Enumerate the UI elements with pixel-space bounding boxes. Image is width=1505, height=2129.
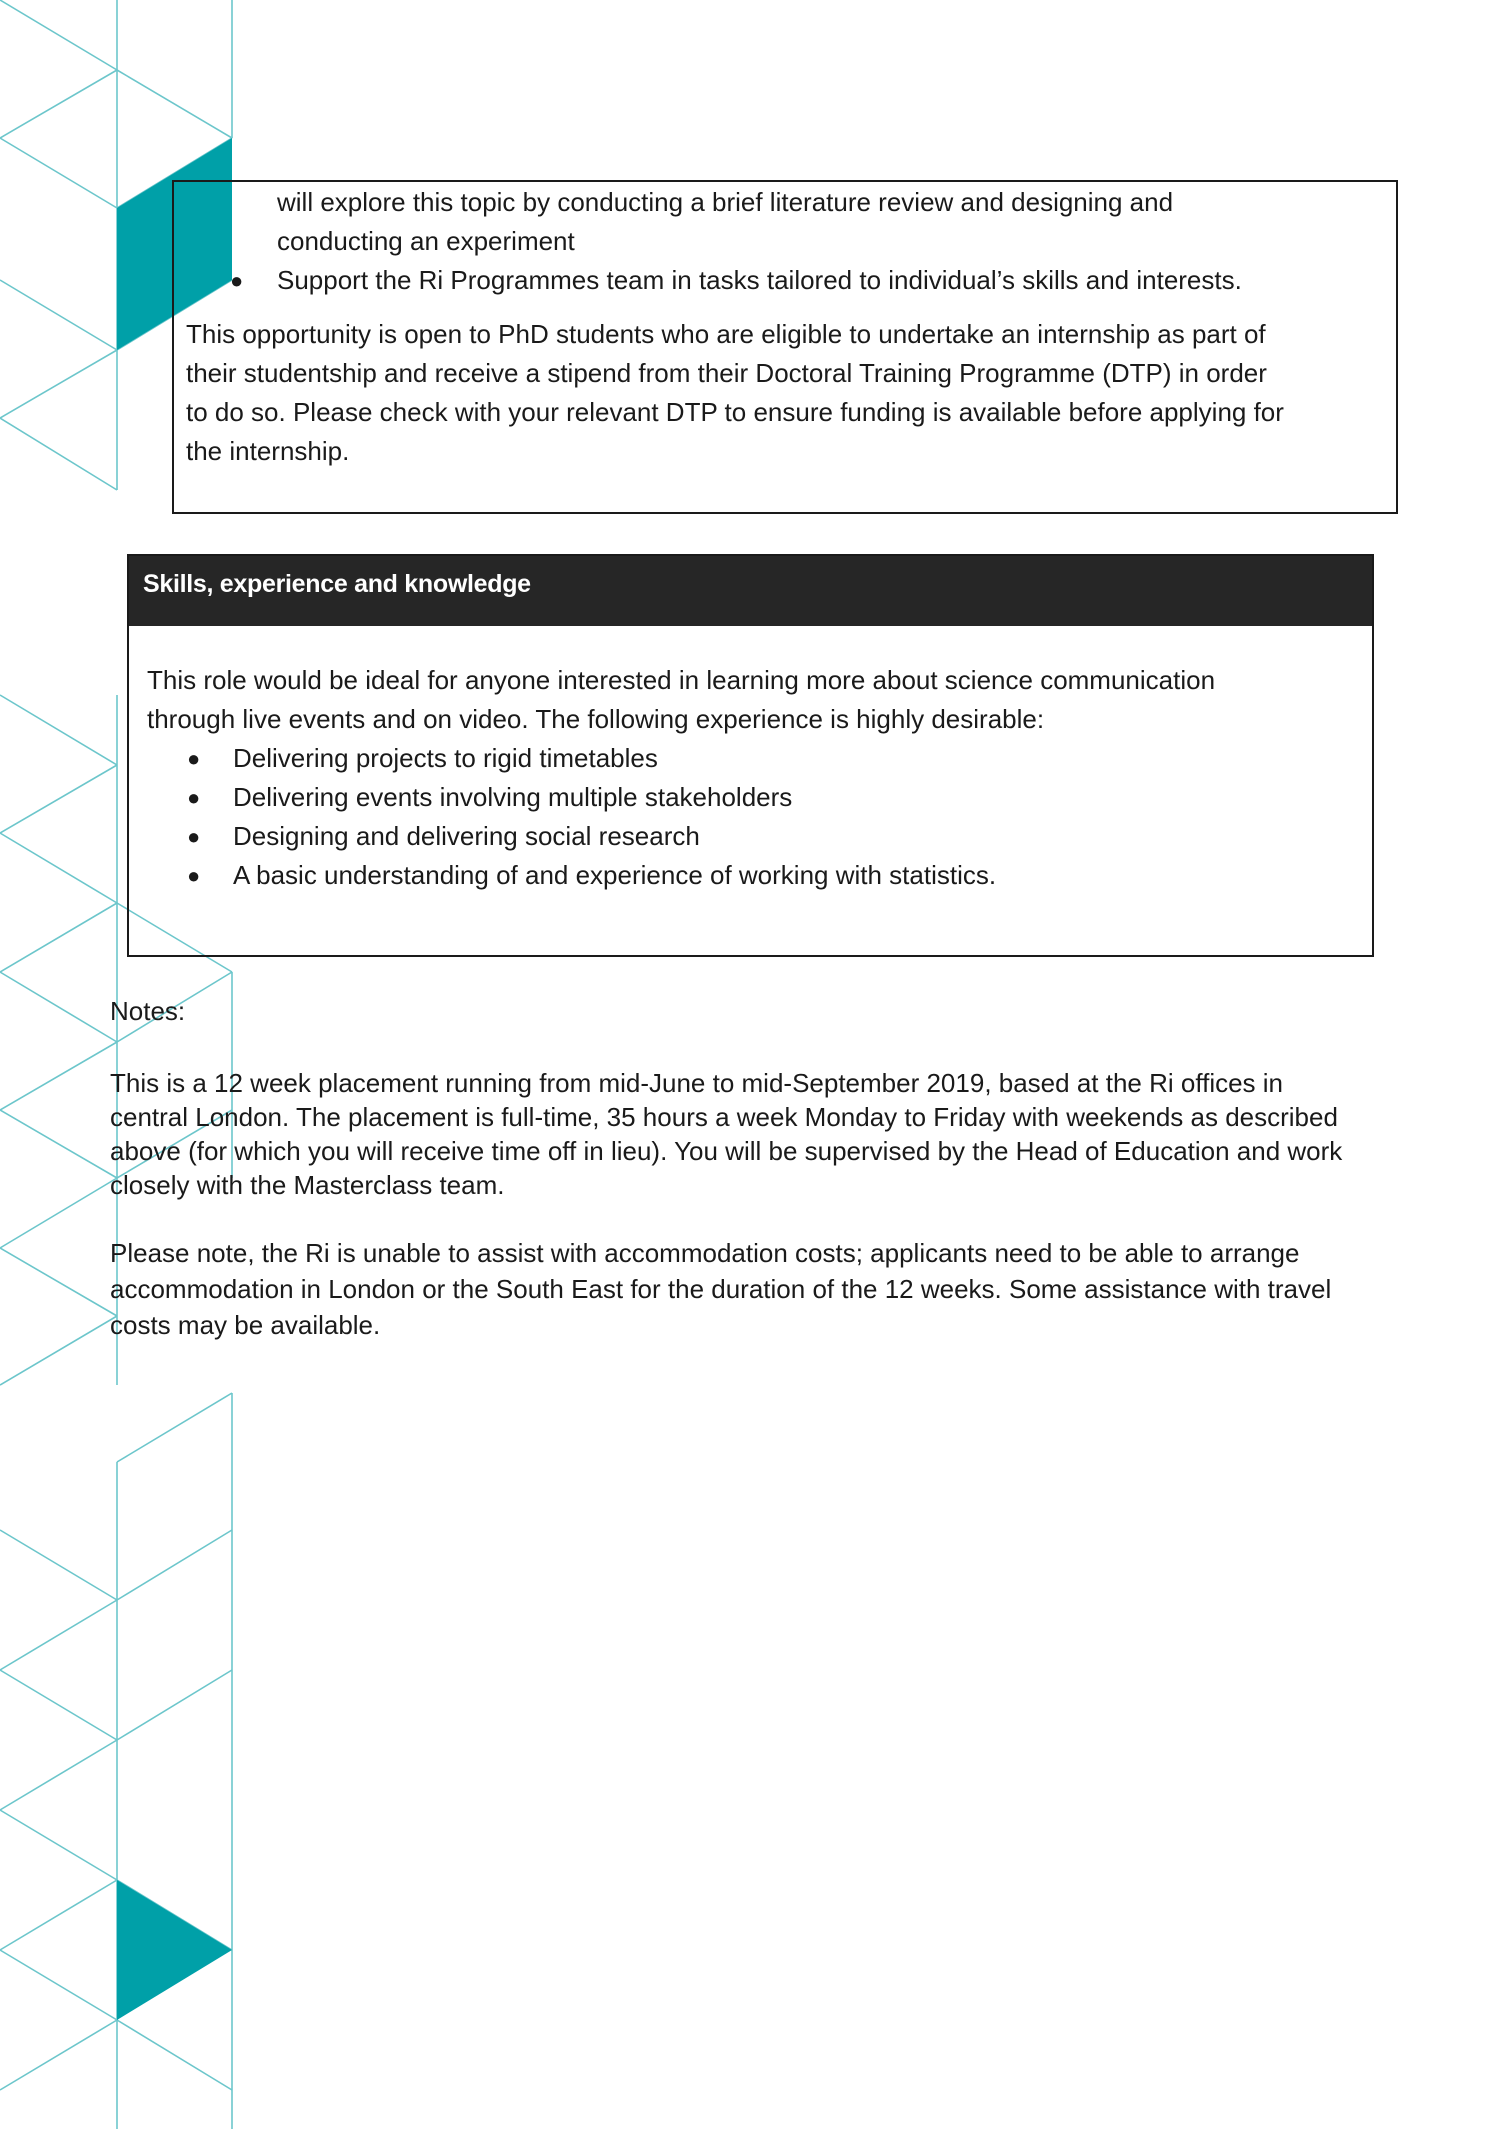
notes-paragraph-line: accommodation in London or the South East for the duration of the 12 weeks. Some assistance with travel bbox=[110, 1274, 1332, 1304]
paragraph-line: to do so. Please check with your relevant DTP to ensure funding is available before applying for bbox=[186, 397, 1284, 427]
bullet-icon: ● bbox=[187, 785, 201, 810]
paragraph-line: This opportunity is open to PhD students who are eligible to undertake an internship as part of bbox=[186, 319, 1266, 349]
text-line: will explore this topic by conducting a brief literature review and designing and bbox=[277, 187, 1174, 217]
skills-bullet-text: A basic understanding of and experience of working with statistics. bbox=[233, 860, 997, 890]
bullet-icon: ● bbox=[187, 863, 201, 888]
bullet-icon: ● bbox=[187, 746, 201, 771]
notes-paragraph-line: central London. The placement is full-time, 35 hours a week Monday to Friday with weekends as described bbox=[110, 1102, 1338, 1132]
bullet-text: Support the Ri Programmes team in tasks tailored to individual’s skills and interests. bbox=[277, 265, 1242, 295]
bullet-icon: ● bbox=[187, 824, 201, 849]
skills-intro-line: through live events and on video. The following experience is highly desirable: bbox=[147, 704, 1045, 734]
teal-triangle-lower bbox=[117, 1880, 232, 2020]
notes-paragraph-line: above (for which you will receive time off in lieu). You will be supervised by the Head of Education and work bbox=[110, 1136, 1343, 1166]
text-line: conducting an experiment bbox=[277, 226, 575, 256]
notes-paragraph-line: costs may be available. bbox=[110, 1310, 381, 1340]
notes-paragraph-line: Please note, the Ri is unable to assist with accommodation costs; applicants need to be able to arrange bbox=[110, 1238, 1300, 1268]
description-continuation-box bbox=[172, 180, 1398, 514]
paragraph-line: the internship. bbox=[186, 436, 350, 466]
notes-paragraph-line: closely with the Masterclass team. bbox=[110, 1170, 505, 1200]
skills-header-bar bbox=[129, 556, 1372, 626]
skills-heading: Skills, experience and knowledge bbox=[143, 570, 531, 598]
bullet-icon: ● bbox=[230, 268, 244, 293]
notes-heading: Notes: bbox=[110, 996, 186, 1026]
skills-bullet-text: Delivering events involving multiple stakeholders bbox=[233, 782, 793, 812]
paragraph-line: their studentship and receive a stipend from their Doctoral Training Programme (DTP) in order bbox=[186, 358, 1267, 388]
skills-bullet-text: Designing and delivering social research bbox=[233, 821, 700, 851]
skills-bullet-text: Delivering projects to rigid timetables bbox=[233, 743, 658, 773]
skills-intro-line: This role would be ideal for anyone interested in learning more about science communication bbox=[147, 665, 1216, 695]
notes-paragraph-line: This is a 12 week placement running from mid-June to mid-September 2019, based at the Ri offices in bbox=[110, 1068, 1284, 1098]
skills-box bbox=[127, 554, 1374, 957]
